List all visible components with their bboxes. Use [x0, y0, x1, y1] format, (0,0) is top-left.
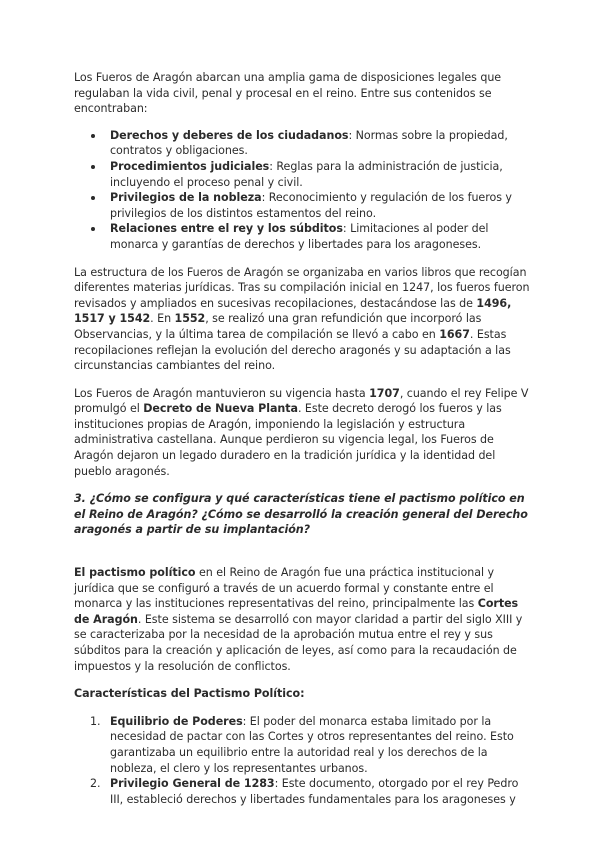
list-item: [74, 159, 530, 190]
bold-run: 1496, 1517 y 1542: [74, 296, 512, 326]
intro-paragraph: Los Fueros de Aragón abarcan una amplia gama de disposiciones legales que regulaban la vida civil, penal y procesal en el reino. Entre sus contenidos se encontraban:: [74, 71, 502, 116]
question-heading: 3. ¿Cómo se configura y qué características tiene el pactismo político en el Reino de Aragón? ¿Cómo se desarrolló la creación general del Derecho aragonés a partir de su implantación?: [74, 492, 528, 537]
list-item: [74, 190, 530, 221]
text-run: La estructura de los Fueros de Aragón se organizaba en varios libros que recogían diferentes materias jurídicas. Tras su compilación inicial en 1247, los fueros fueron revisados y ampliados en sucesivas recopilaciones, destacándose las de: [74, 265, 530, 310]
pactismo-paragraph: [74, 565, 530, 674]
text-run: . Este decreto derogó los fueros y las instituciones propias de Aragón, imponiendo la legislación y estructura administrativa castellana. Aunque perdieron su vigencia legal, los Fueros de Aragón dejaron un legado duradero en la tradición jurídica y la identidad del pueblo aragonés.: [74, 402, 502, 478]
bullet-term: Privilegios de la nobleza: [110, 191, 262, 205]
document-page: [74, 70, 530, 807]
validity-paragraph: [74, 386, 530, 480]
text-run: . En: [150, 312, 175, 326]
text-run: , cuando el rey Felipe V promulgó el: [74, 386, 529, 416]
bullet-text: : Limitaciones al poder del monarca y garantías de derechos y libertades para los aragoneses.: [110, 222, 489, 251]
text-run: . Este sistema se desarrolló con mayor claridad a partir del siglo XIII y se caracterizaba por la necesidad de la aprobación mutua entre el rey y sus súbditos para la creación y aplicación de leyes, así como para la recaudación de impuestos y la resolución de conflictos.: [74, 612, 523, 673]
bullet-term: Relaciones entre el rey y los súbditos: [110, 222, 343, 236]
bold-run: 1552: [174, 312, 206, 326]
item-term: Equilibrio de Poderes: [110, 714, 243, 728]
item-text: : El poder del monarca estaba limitado por la necesidad de pactar con las Cortes y otros representantes del reino. Esto garantizaba un equilibrio entre la autoridad real y los derechos de la nobleza, el clero y los representantes urbanos.: [110, 714, 514, 775]
item-number: 2.: [90, 777, 101, 791]
bullet-text: : Normas sobre la propiedad, contratos y obligaciones.: [110, 128, 508, 158]
bold-run: 1707: [369, 386, 400, 400]
structure-paragraph: [74, 265, 530, 374]
text-run: . Estas recopilaciones reflejan la evolución del derecho aragonés y su adaptación a las circunstancias cambiantes del reino.: [74, 327, 511, 373]
characteristics-subheading: Características del Pactismo Político:: [74, 687, 305, 701]
list-item: [74, 221, 530, 252]
bold-run: 1667: [439, 327, 470, 341]
item-text: : Este documento, otorgado por el rey Pedro III, estableció derechos y libertades fundamentales para los aragoneses y: [110, 777, 519, 806]
bullet-text: : Reconocimiento y regulación de los fueros y privilegios de los distintos estamentos del reino.: [110, 191, 512, 220]
item-number: 1.: [90, 714, 101, 728]
bold-run: El pactismo político: [74, 566, 196, 580]
bold-run: Decreto de Nueva Planta: [143, 402, 298, 416]
bullet-term: Procedimientos judiciales: [110, 159, 270, 173]
text-run: en el Reino de Aragón fue una práctica institucional y jurídica que se configuró a través de un acuerdo formal y constante entre el monarca y las instituciones representativas del reino, principalmente las: [74, 566, 494, 611]
characteristics-numbered-list: [74, 714, 530, 808]
bullet-text: : Reglas para la administración de justicia, incluyendo el proceso penal y civil.: [110, 159, 503, 189]
bold-run: Cortes de Aragón: [74, 597, 519, 626]
list-item: [74, 128, 530, 159]
item-term: Privilegio General de 1283: [110, 777, 275, 791]
contents-bullet-list: [74, 128, 530, 253]
list-item: [74, 714, 530, 776]
list-item: [74, 776, 530, 807]
text-run: Los Fueros de Aragón mantuvieron su vigencia hasta: [74, 386, 370, 400]
text-run: , se realizó una gran refundición que incorporó las Observancias, y la última tarea de compilación se llevó a cabo en: [74, 312, 482, 341]
bullet-term: Derechos y deberes de los ciudadanos: [110, 128, 349, 142]
